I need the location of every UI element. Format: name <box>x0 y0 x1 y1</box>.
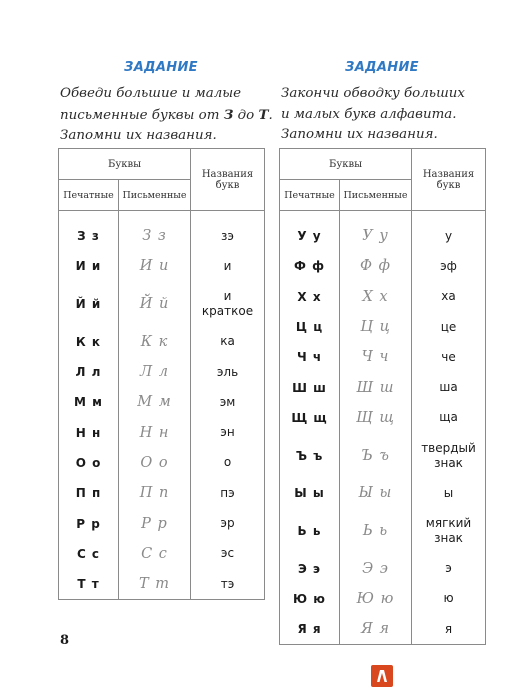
written-letter-trace: Ш ш <box>356 379 395 396</box>
printed-letter: Н н <box>75 425 102 440</box>
letter-name: у <box>444 228 453 243</box>
letter-name: ка <box>220 334 235 349</box>
printed-letter: Й й <box>75 297 102 312</box>
printed-letter: Ъ ъ <box>295 448 324 463</box>
written-letter-trace: Т т <box>138 576 171 593</box>
right-task-text <box>281 84 485 148</box>
letter-name: э <box>445 561 452 576</box>
left-task-to-letter: Т <box>258 106 269 123</box>
left-header-letters: Буквы <box>59 149 191 180</box>
printed-letter: Ц ц <box>295 320 324 335</box>
printed-letter: Ь ь <box>297 523 322 538</box>
printed-letter: С с <box>76 546 101 561</box>
written-letter-trace: Х х <box>362 288 389 305</box>
letter-name: ща <box>439 410 458 425</box>
right-header-written: Письменные <box>340 180 412 211</box>
left-task-from-letter: З <box>223 106 234 123</box>
left-task-line-1: Обведи большие и малые <box>60 86 242 101</box>
page-number: 8 <box>60 633 70 648</box>
right-header-names: Названия букв <box>412 149 486 211</box>
printed-letter: Х х <box>297 289 322 304</box>
written-letter-trace: Щ щ <box>356 409 395 426</box>
letter-name: ша <box>439 380 458 395</box>
written-letter-trace: И и <box>139 258 170 275</box>
left-header-printed: Печатные <box>59 180 119 211</box>
left-written-column <box>119 211 190 599</box>
written-letter-trace: П п <box>139 485 170 502</box>
letter-name: тэ <box>220 576 235 591</box>
printed-letter: И и <box>75 259 102 274</box>
letter-name: твердый знак <box>421 440 476 470</box>
left-task-line-2: письменные буквы от З до Т. <box>60 106 273 123</box>
letter-name: эм <box>219 394 236 409</box>
letter-name: эс <box>220 546 235 561</box>
letter-name: я <box>444 621 453 636</box>
written-letter-trace: К к <box>140 333 169 350</box>
left-header-written: Письменные <box>119 180 191 211</box>
letter-name: зэ <box>221 228 234 243</box>
printed-letter: Ю ю <box>293 591 326 606</box>
letter-name: о <box>223 455 232 470</box>
printed-letter: О о <box>75 455 102 470</box>
written-letter-trace: У у <box>362 228 389 245</box>
left-header-names: Названия букв <box>191 149 265 211</box>
printed-letter: Ф ф <box>294 259 325 274</box>
publisher-logo-icon <box>371 665 393 687</box>
letter-name: ы <box>443 485 454 500</box>
right-alphabet-table <box>279 148 486 645</box>
right-task-line-1: Закончи обводку больших <box>281 86 465 101</box>
left-names-column <box>191 211 264 599</box>
right-task-title: ЗАДАНИЕ <box>345 60 419 75</box>
written-letter-trace: М м <box>137 394 172 411</box>
letter-name: эф <box>440 258 457 273</box>
printed-letter: Я я <box>297 622 322 637</box>
written-letter-trace: Н н <box>139 424 170 441</box>
printed-letter: Щ щ <box>291 410 328 425</box>
written-letter-trace: Й й <box>139 296 170 313</box>
left-exercise <box>58 60 273 600</box>
written-letter-trace: С с <box>141 545 168 562</box>
written-letter-trace: Ы ы <box>358 485 393 502</box>
letter-name: ха <box>441 289 456 304</box>
letter-name: пэ <box>220 485 235 500</box>
right-printed-column <box>280 211 339 644</box>
written-letter-trace: Р р <box>141 515 168 532</box>
written-letter-trace: Ъ ъ <box>361 447 390 464</box>
right-exercise <box>279 60 485 645</box>
right-task-line-3: Запомни их названия. <box>281 127 438 142</box>
letter-name: че <box>441 349 456 364</box>
written-letter-trace: Ч ч <box>361 349 390 366</box>
left-task-title: ЗАДАНИЕ <box>124 60 198 75</box>
printed-letter: М м <box>74 395 103 410</box>
written-letter-trace: Ю ю <box>356 590 395 607</box>
left-task-text <box>60 84 273 148</box>
written-letter-trace: Л л <box>140 364 169 381</box>
printed-letter: П п <box>75 486 102 501</box>
right-names-column <box>412 211 485 644</box>
printed-letter: Л л <box>75 365 102 380</box>
left-task-to-prefix: до <box>237 107 255 123</box>
right-task-line-2: и малых букв алфавита. <box>281 106 457 122</box>
letter-name: и <box>223 258 232 273</box>
printed-letter: Ы ы <box>294 486 325 501</box>
left-task-line-3: Запомни их названия. <box>60 128 217 143</box>
right-header-letters: Буквы <box>280 149 412 180</box>
printed-letter: Т т <box>77 577 100 592</box>
written-letter-trace: Ц ц <box>360 319 391 336</box>
printed-letter: З з <box>77 229 100 244</box>
letter-name: эн <box>220 425 235 440</box>
written-letter-trace: Ь ь <box>362 522 389 539</box>
written-letter-trace: Ф ф <box>360 258 391 275</box>
written-letter-trace: Я я <box>361 621 390 638</box>
left-task-line-2-text: письменные буквы от <box>60 107 220 123</box>
printed-letter: К к <box>75 334 102 349</box>
letter-name: эль <box>216 364 239 379</box>
right-written-column <box>340 211 411 644</box>
publisher-logo <box>371 665 393 687</box>
letter-name: эр <box>220 516 235 531</box>
written-letter-trace: Э э <box>362 560 389 577</box>
left-printed-column <box>59 211 118 599</box>
letter-name: мягкий знак <box>425 515 472 545</box>
left-alphabet-table <box>58 148 265 600</box>
printed-letter: Ш ш <box>292 380 327 395</box>
printed-letter: У у <box>297 229 322 244</box>
printed-letter: Р р <box>76 516 101 531</box>
printed-letter: Э э <box>297 561 322 576</box>
written-letter-trace: З з <box>142 228 167 245</box>
right-header-printed: Печатные <box>280 180 340 211</box>
letter-name: ю <box>443 591 454 606</box>
written-letter-trace: О о <box>140 454 169 471</box>
printed-letter: Ч ч <box>296 350 323 365</box>
letter-name: и краткое <box>201 289 254 319</box>
letter-name: це <box>440 319 457 334</box>
